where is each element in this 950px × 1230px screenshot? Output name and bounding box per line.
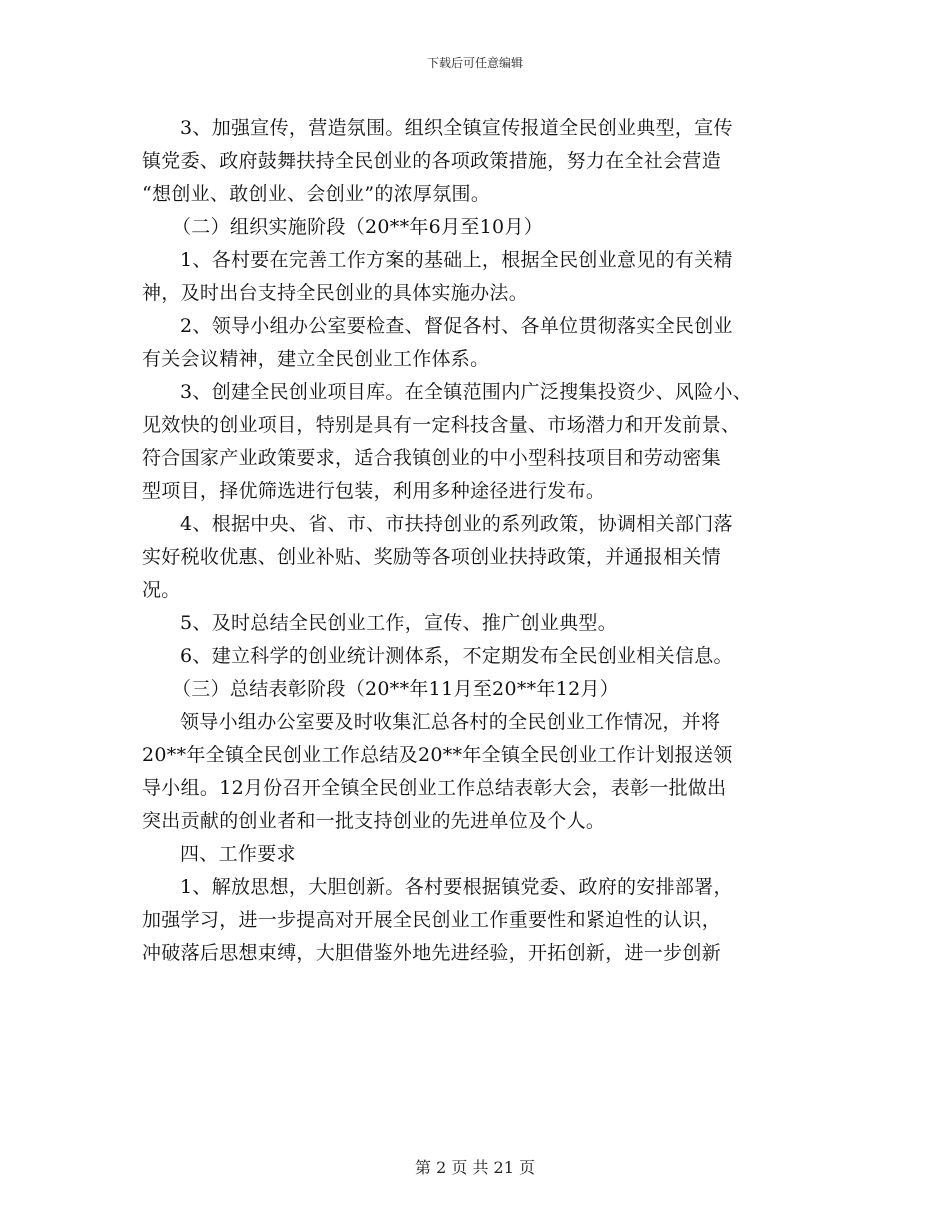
text-line: 导小组。12月份召开全镇全民创业工作总结表彰大会，表彰一批做出: [142, 777, 727, 799]
page-footer: 第 2 页 共 21 页: [415, 1158, 535, 1177]
text-line: 5、及时总结全民创业工作，宣传、推广创业典型。: [180, 612, 617, 634]
text-line: 况。: [142, 579, 181, 601]
text-line: 四、工作要求: [180, 843, 296, 865]
text-line: 6、建立科学的创业统计测体系，不定期发布全民创业相关信息。: [180, 645, 733, 667]
text-line: 1、解放思想，大胆创新。各村要根据镇党委、政府的安排部署，: [180, 876, 733, 898]
text-line: 20**年全镇全民创业工作总结及20**年全镇全民创业工作计划报送领: [142, 744, 733, 766]
text-line: 型项目，择优筛选进行包装，利用多种途径进行发布。: [142, 480, 606, 502]
text-line: （三）总结表彰阶段（20**年11月至20**年12月）: [172, 678, 620, 700]
text-line: 符合国家产业政策要求，适合我镇创业的中小型科技项目和劳动密集: [142, 447, 722, 469]
text-line: 见效快的创业项目，特别是具有一定科技含量、市场潜力和开发前景、: [142, 414, 741, 436]
text-line: 实好税收优惠、创业补贴、奖励等各项创业扶持政策，并通报相关情: [142, 546, 722, 568]
text-line: 1、各村要在完善工作方案的基础上，根据全民创业意见的有关精: [180, 249, 733, 271]
text-line: “想创业、敢创业、会创业”的浓厚氛围。: [142, 183, 491, 205]
text-line: 4、根据中央、省、市、市扶持创业的系列政策，协调相关部门落: [180, 513, 733, 535]
text-line: （二）组织实施阶段（20**年6月至10月）: [172, 216, 544, 238]
text-line: 3、创建全民创业项目库。在全镇范围内广泛搜集投资少、风险小、: [180, 381, 753, 403]
text-line: 镇党委、政府鼓舞扶持全民创业的各项政策措施，努力在全社会营造: [142, 150, 722, 172]
document-body: [142, 112, 832, 970]
text-line: 冲破落后思想束缚，大胆借鉴外地先进经验，开拓创新，进一步创新: [142, 942, 722, 964]
text-line: 突出贡献的创业者和一批支持创业的先进单位及个人。: [142, 810, 606, 832]
text-line: 神，及时出台支持全民创业的具体实施办法。: [142, 282, 529, 304]
text-line: 2、领导小组办公室要检查、督促各村、各单位贯彻落实全民创业: [180, 315, 733, 337]
text-line: 3、加强宣传，营造氛围。组织全镇宣传报道全民创业典型，宣传: [180, 117, 733, 139]
text-line: 有关会议精神，建立全民创业工作体系。: [142, 348, 490, 370]
text-line: 领导小组办公室要及时收集汇总各村的全民创业工作情况，并将: [180, 711, 721, 733]
page-header: 下载后可任意编辑: [426, 56, 523, 70]
text-line: 加强学习，进一步提高对开展全民创业工作重要性和紧迫性的认识，: [142, 909, 722, 931]
